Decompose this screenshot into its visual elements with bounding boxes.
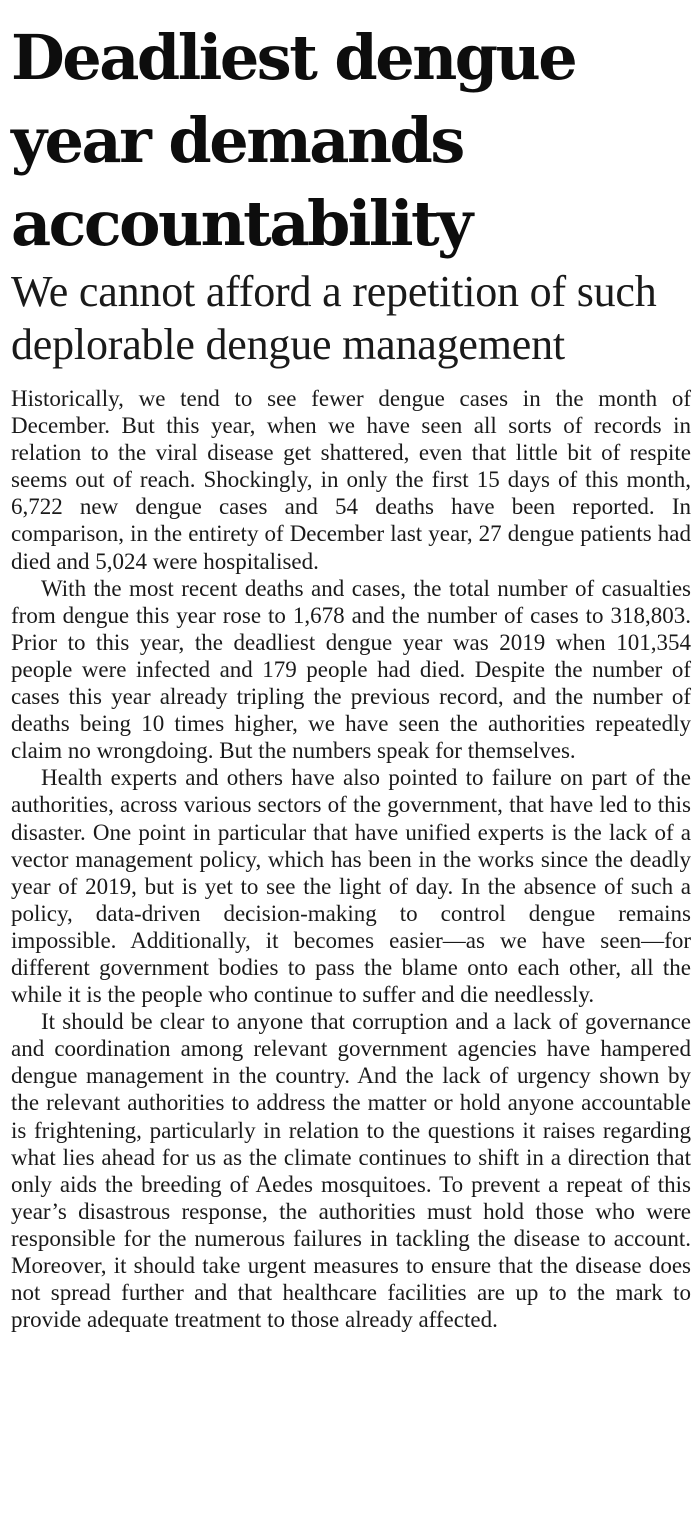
- subheadline: We cannot afford a repetition of such deplorable dengue management: [11, 267, 657, 369]
- editorial-article: [11, 16, 691, 1333]
- article-body: [11, 385, 691, 1333]
- body-paragraph: Historically, we tend to see fewer dengue cases in the month of December. But this year, when we have seen all sorts of records in relation to the viral disease get shattered, even that little bit of respite seems out of reach. Shockingly, in only the first 15 days of this month, 6,722 new dengue cases and 54 deaths have been reported. In comparison, in the entirety of December last year, 27 dengue patients had died and 5,024 were hospitalised.: [11, 386, 691, 574]
- body-paragraph: With the most recent deaths and cases, the total number of casualties from dengue this year rose to 1,678 and the number of cases to 318,803. Prior to this year, the deadliest dengue year was 2019 when 101,354 people were infected and 179 people had died. Despite the number of cases this year already tripling the previous record, and the number of deaths being 10 times higher, we have seen the authorities repeatedly claim no wrongdoing. But the numbers speak for themselves.: [11, 575, 691, 764]
- headline: Deadliest dengue year demands accountability: [11, 21, 576, 260]
- body-paragraph: It should be clear to anyone that corruption and a lack of governance and coordination among relevant government agencies have hampered dengue management in the country. And the lack of urgency shown by the relevant authorities to address the matter or hold anyone accountable is frightening, particularly in relation to the questions it raises regarding what lies ahead for us as the climate continues to shift in a direction that only aids the breeding of Aedes mosquitoes. To prevent a repeat of this year’s disastrous response, the authorities must hold those who were responsible for the numerous failures in tackling the disease to account. Moreover, it should take urgent measures to ensure that the disease does not spread further and that healthcare facilities are up to the mark to provide adequate treatment to those already affected.: [11, 1009, 691, 1333]
- body-paragraph: Health experts and others have also pointed to failure on part of the authorities, across various sectors of the government, that have led to this disaster. One point in particular that have unified experts is the lack of a vector management policy, which has been in the works since the deadly year of 2019, but is yet to see the light of day. In the absence of such a policy, data-driven decision-making to control dengue remains impossible. Additionally, it becomes easier—as we have seen—for different government bodies to pass the blame onto each other, all the while it is the people who continue to suffer and die needlessly.: [11, 765, 691, 1008]
